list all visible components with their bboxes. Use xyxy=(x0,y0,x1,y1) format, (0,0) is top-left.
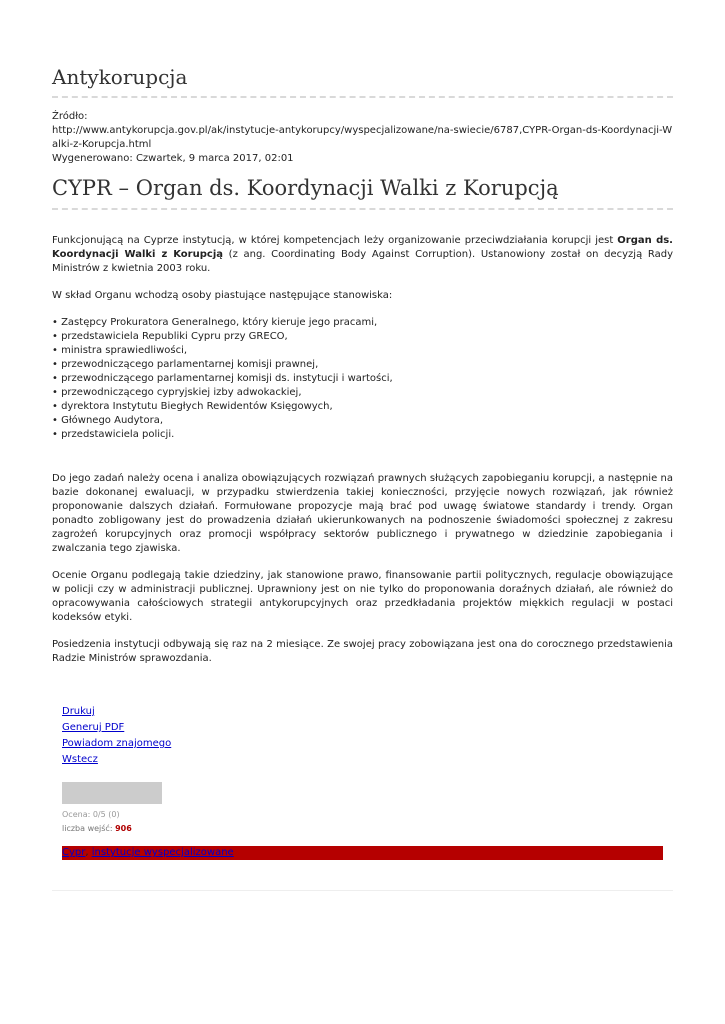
views-count: 906 xyxy=(115,824,132,833)
page xyxy=(52,0,673,896)
members-list xyxy=(52,316,673,442)
rating-text: Ocena: 0/5 (0) xyxy=(62,810,120,819)
tag-link-instytucje[interactable]: instytucje wyspecjalizowane xyxy=(91,847,234,858)
list-item: • przedstawiciela Republiki Cypru przy GRECO, xyxy=(52,330,673,344)
views-label: liczba wejść: xyxy=(62,824,116,833)
list-item: • dyrektora Instytutu Biegłych Rewidentów Księgowych, xyxy=(52,400,673,414)
meetings-paragraph: Posiedzenia instytucji odbywają się raz na 2 miesiące. Ze swojej pracy zobowiązana jest ona do corocznego przedstawienia Radzie Ministrów sprawozdania. xyxy=(52,639,673,664)
intro-text-after: (z ang. Coordinating Body Against Corruption). Ustanowiony został on decyzją Rady Ministrów z kwietnia 2003 roku. xyxy=(52,249,673,274)
list-item: • przedstawiciela policji. xyxy=(52,428,673,442)
print-link[interactable]: Drukuj xyxy=(62,706,95,717)
footer-divider xyxy=(52,890,673,891)
article-actions xyxy=(62,704,673,768)
tasks-paragraph: Do jego zadań należy ocena i analiza obowiązujących rozwiązań prawnych służących zapobieganiu korupcji, a następnie na bazie dokonanej ewaluacji, w przypadku stwierdzenia takiej konieczności, przyjęcie nowych rozwiązań, jak również proponowanie dalszych działań. Formułowane propozycje mają brać pod uwagę światowe standardy i trendy. Organ ponadto zobligowany jest do prowadzenia działań ukierunkowanych na podnoszenie świadomości społecznej z zakresu zagrożeń korupcyjnych oraz promocji współpracy sektorów publicznego i prywatnego w dziedzinie zapobiegania i zwalczania tego zjawiska. xyxy=(52,473,673,554)
list-item: • Zastępcy Prokuratora Generalnego, który kieruje jego pracami, xyxy=(52,316,673,330)
list-item: • przewodniczącego parlamentarnej komisji prawnej, xyxy=(52,358,673,372)
source-meta xyxy=(52,110,673,166)
rating-widget[interactable] xyxy=(62,782,162,804)
members-intro: W skład Organu wchodzą osoby piastujące następujące stanowiska: xyxy=(52,290,393,301)
tag-separator: , xyxy=(85,847,92,858)
article-divider xyxy=(52,208,673,210)
tags-bar xyxy=(62,846,663,860)
source-url: http://www.antykorupcja.gov.pl/ak/instytucje-antykorupcy/wyspecjalizowane/na-swiecie/6787,CYPR-Organ-ds-Koordynacji-Walki-z-Korupcja.html xyxy=(52,125,673,150)
list-item: • przewodniczącego parlamentarnej komisji ds. instytucji i wartości, xyxy=(52,372,673,386)
back-link[interactable]: Wstecz xyxy=(62,754,98,765)
tag-link-cypr[interactable]: Cypr xyxy=(62,847,86,858)
title-divider xyxy=(52,96,673,98)
generate-pdf-link[interactable]: Generuj PDF xyxy=(62,722,125,733)
scope-paragraph: Ocenie Organu podlegają takie dziedziny, jak stanowione prawo, finansowanie partii politycznych, regulacje obowiązujące w policji czy w administracji publicznej. Uprawniony jest on nie tylko do proponowania doraźnych działań, ale również do opracowywania całościowych strategii antykorupcyjnych oraz przedkładania projektów miękkich regulacji w postaci kodeksów etyki. xyxy=(52,570,673,623)
article-title: CYPR – Organ ds. Koordynacji Walki z Korupcją xyxy=(52,176,559,200)
source-label: Źródło: xyxy=(52,111,88,122)
intro-text-before: Funkcjonującą na Cyprze instytucją, w której kompetencjach leży organizowanie przeciwdziałania korupcji jest xyxy=(52,235,618,246)
views-counter xyxy=(62,822,673,836)
notify-friend-link[interactable]: Powiadom znajomego xyxy=(62,738,172,749)
site-title: Antykorupcja xyxy=(52,65,188,89)
list-item: • ministra sprawiedliwości, xyxy=(52,344,673,358)
intro-paragraph xyxy=(52,234,673,276)
generated-date: Wygenerowano: Czwartek, 9 marca 2017, 02:01 xyxy=(52,153,294,164)
intro-bold-name: Organ ds. Koordynacji Walki z Korupcją xyxy=(52,235,673,260)
list-item: • przewodniczącego cypryjskiej izby adwokackiej, xyxy=(52,386,673,400)
article-content xyxy=(52,234,673,666)
list-item: • Głównego Audytora, xyxy=(52,414,673,428)
